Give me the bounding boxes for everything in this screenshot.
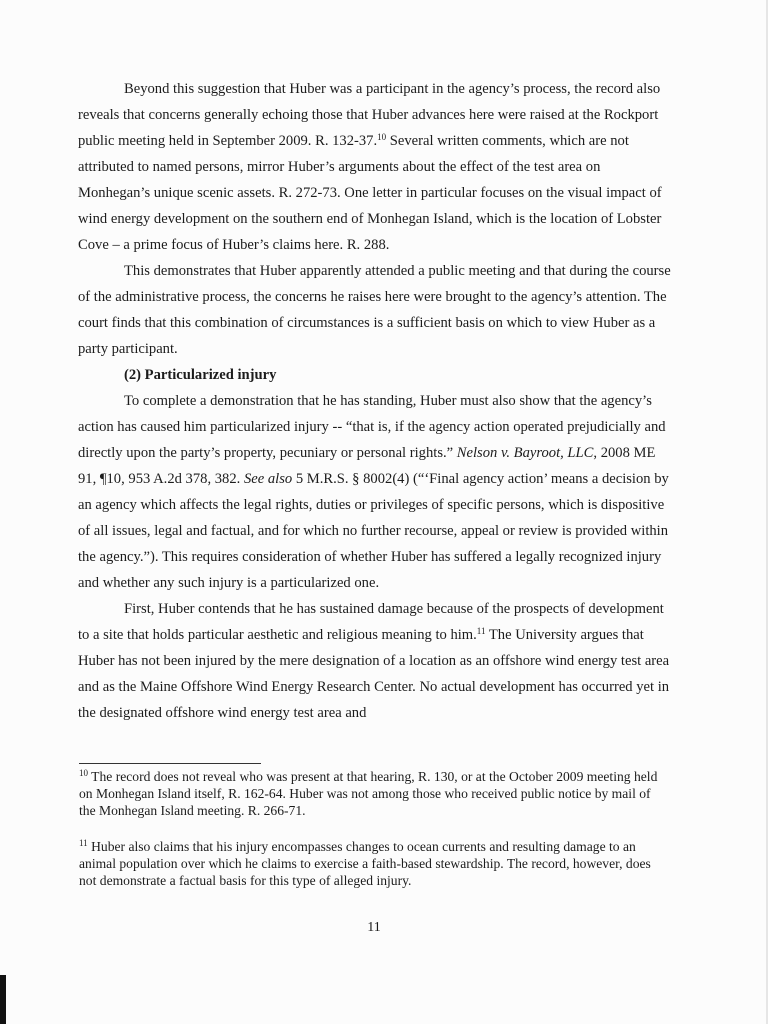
footnote-text: The record does not reveal who was present at that hearing, R. 130, or at the October 2009 meeting held on Monhegan Island itself, R. 162-64. Huber was not among those who received public notice by mail of the Monhegan Island meeting. R. 266-71. (79, 769, 658, 818)
paragraph-participation-record (78, 76, 674, 258)
paragraph-particularized-injury (78, 388, 674, 596)
citation-signal: See also (243, 471, 293, 487)
scan-edge-mark (0, 975, 6, 1024)
paragraph-text: , 2008 ME 91, ¶10, 953 A.2d 378, 382. (78, 445, 656, 487)
page-number: 11 (367, 920, 381, 935)
footnote-number: 11 (79, 838, 88, 848)
footnote-number: 10 (79, 768, 88, 778)
footnote-10 (79, 768, 669, 819)
footnotes (79, 768, 669, 908)
footnote-ref-10: 10 (377, 132, 387, 142)
paragraph-text: First, Huber contends that he has sustained damage because of the prospects of development to a site that holds particular aesthetic and religious meaning to him. (78, 601, 664, 643)
footnote-11 (79, 838, 669, 889)
paragraph-text: To complete a demonstration that he has standing, Huber must also show that the agency’s action has caused him particularized injury -- “that is, if the agency action operated prejudicially and directly upon the party’s property, pecuniary or personal rights.” (78, 393, 666, 461)
paragraph-text: This demonstrates that Huber apparently attended a public meeting and that during the course of the administrative process, the concerns he raises here were brought to the agency’s attention. The court finds that this combination of circumstances is a sufficient basis on which to view Huber as a party participant. (78, 263, 671, 357)
paragraph-text: Several written comments, which are not attributed to named persons, mirror Huber’s arguments about the effect of the test area on Monhegan’s unique scenic assets. R. 272-73. One letter in particular focuses on the visual impact of wind energy development on the southern end of Monhegan Island, which is the location of Lobster Cove – a prime focus of Huber’s claims here. R. 288. (78, 133, 662, 253)
case-citation: Nelson v. Bayroot, LLC (456, 445, 594, 461)
paragraph-party-participant (78, 258, 674, 362)
paragraph-text: 5 M.R.S. § 8002(4) (“‘Final agency action’ means a decision by an agency which affects the legal rights, duties or privileges of specific persons, which is dispositive of all issues, legal and factual, and for which no further recourse, appeal or review is provided within the agency.”). This requires consideration of whether Huber has suffered a legally recognized injury and whether any such injury is a particularized one. (78, 471, 669, 591)
footnote-divider (79, 763, 261, 764)
paragraph-aesthetic-injury (78, 596, 674, 726)
paragraph-text: The University argues that Huber has not been injured by the mere designation of a location as an offshore wind energy test area and as the Maine Offshore Wind Energy Research Center. No actual development has occurred yet in the designated offshore wind energy test area and (78, 627, 670, 721)
footnote-text: Huber also claims that his injury encompasses changes to ocean currents and resulting damage to an animal population over which he claims to exercise a faith-based stewardship. The record, however, does not demonstrate a factual basis for this type of alleged injury. (79, 839, 651, 888)
paragraph-text: Beyond this suggestion that Huber was a participant in the agency’s process, the record also reveals that concerns generally echoing those that Huber advances here were raised at the Rockport public meeting held in September 2009. R. 132-37. (78, 81, 661, 149)
footnote-ref-11: 11 (476, 626, 486, 636)
body-text (78, 76, 674, 726)
section-heading: (2) Particularized injury (124, 367, 277, 383)
